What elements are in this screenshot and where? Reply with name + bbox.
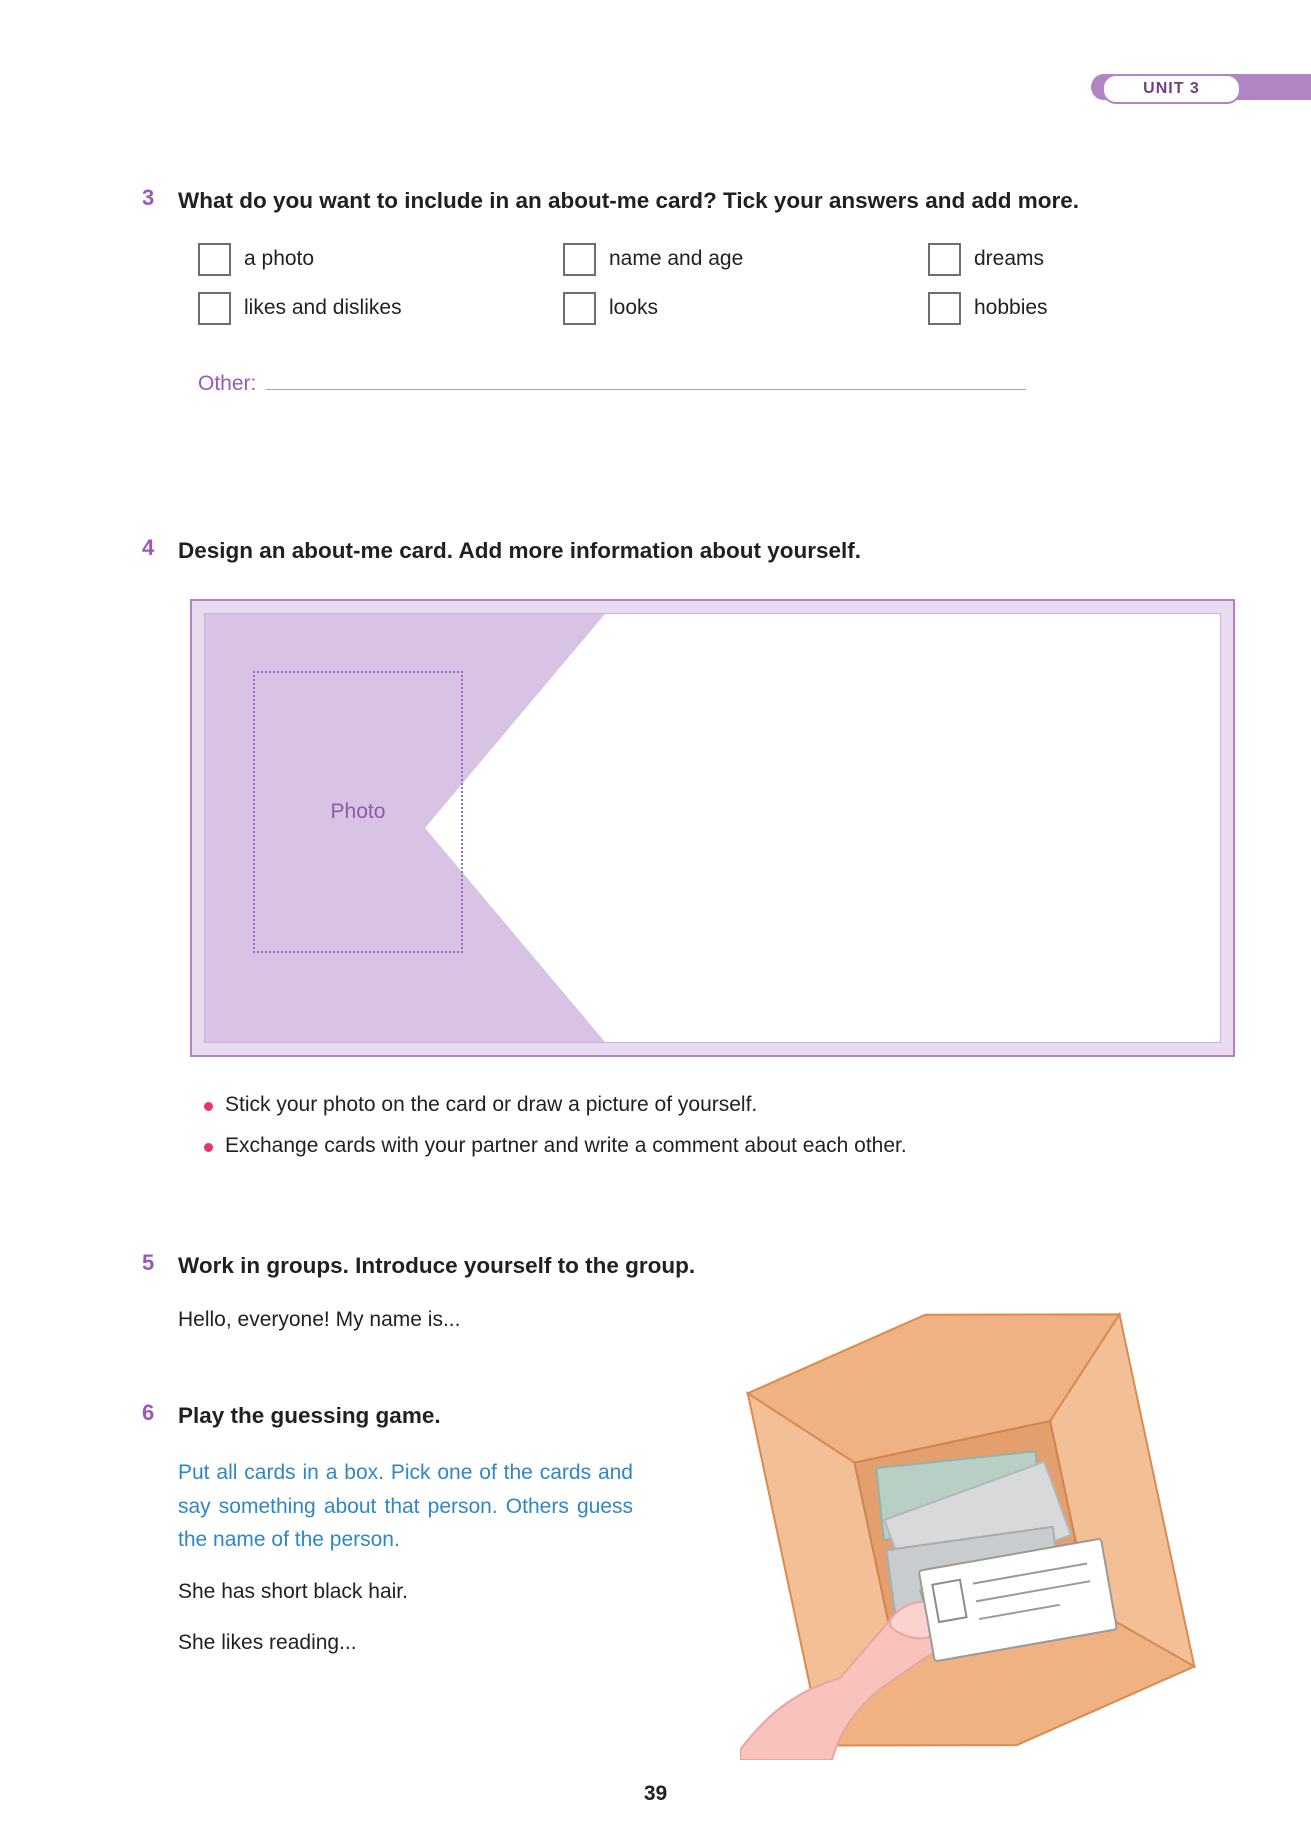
checkbox-hobbies[interactable] bbox=[928, 292, 961, 325]
list-item bbox=[204, 1091, 1232, 1118]
bullet-text: Exchange cards with your partner and write a comment about each other. bbox=[225, 1134, 907, 1158]
other-label: Other: bbox=[198, 371, 257, 395]
unit-badge bbox=[1102, 74, 1241, 104]
option-label: dreams bbox=[974, 247, 1045, 271]
option-name-and-age[interactable] bbox=[563, 243, 928, 276]
checkbox-dreams[interactable] bbox=[928, 243, 961, 276]
option-likes-and-dislikes[interactable] bbox=[198, 292, 563, 325]
other-input-line[interactable] bbox=[266, 369, 1026, 390]
option-label: looks bbox=[609, 296, 659, 320]
exercise-3-number: 3 bbox=[142, 185, 155, 210]
unit-badge-label: UNIT 3 bbox=[1143, 80, 1200, 97]
bullet-dot-icon bbox=[204, 1102, 213, 1111]
exercise-4-number: 4 bbox=[142, 535, 155, 560]
exercise-3-options bbox=[198, 243, 1232, 325]
option-a-photo[interactable] bbox=[198, 243, 563, 276]
option-label: likes and dislikes bbox=[244, 296, 402, 320]
exercise-3-title: What do you want to include in an about-me card? Tick your answers and add more. bbox=[178, 188, 1079, 213]
exercise-6-example-1: She has short black hair. bbox=[178, 1579, 408, 1603]
exercise-6-example-2: She likes reading... bbox=[178, 1631, 357, 1655]
exercise-5-sample: Hello, everyone! My name is... bbox=[178, 1307, 461, 1331]
exercise-3 bbox=[142, 185, 1232, 396]
bullet-text: Stick your photo on the card or draw a picture of yourself. bbox=[225, 1092, 758, 1116]
photo-placeholder-label: Photo bbox=[330, 799, 386, 823]
option-label: name and age bbox=[609, 247, 744, 271]
photo-placeholder-box[interactable] bbox=[253, 671, 463, 953]
list-item bbox=[204, 1132, 1232, 1159]
option-hobbies[interactable] bbox=[928, 292, 1228, 325]
box-with-cards-illustration bbox=[740, 1290, 1200, 1760]
exercise-4-title: Design an about-me card. Add more information about yourself. bbox=[178, 538, 861, 563]
exercise-6-instructions: Put all cards in a box. Pick one of the cards and say something about that person. Others guess the name of the person. bbox=[178, 1460, 633, 1552]
exercise-4-bullets bbox=[204, 1091, 1232, 1160]
exercise-4 bbox=[142, 535, 1232, 1174]
checkbox-looks[interactable] bbox=[563, 292, 596, 325]
about-me-card-inner bbox=[204, 613, 1221, 1043]
other-answer-row bbox=[198, 369, 1232, 396]
bullet-dot-icon bbox=[204, 1143, 213, 1152]
option-label: a photo bbox=[244, 247, 315, 271]
checkbox-a-photo[interactable] bbox=[198, 243, 231, 276]
exercise-5-title: Work in groups. Introduce yourself to the group. bbox=[178, 1253, 696, 1278]
exercise-5-number: 5 bbox=[142, 1250, 155, 1275]
exercise-6-number: 6 bbox=[142, 1400, 155, 1425]
page-number: 39 bbox=[643, 1782, 668, 1805]
checkbox-likes-and-dislikes[interactable] bbox=[198, 292, 231, 325]
option-dreams[interactable] bbox=[928, 243, 1228, 276]
option-looks[interactable] bbox=[563, 292, 928, 325]
option-label: hobbies bbox=[974, 296, 1048, 320]
about-me-card[interactable] bbox=[190, 599, 1235, 1057]
checkbox-name-and-age[interactable] bbox=[563, 243, 596, 276]
exercise-6-title: Play the guessing game. bbox=[178, 1403, 441, 1428]
